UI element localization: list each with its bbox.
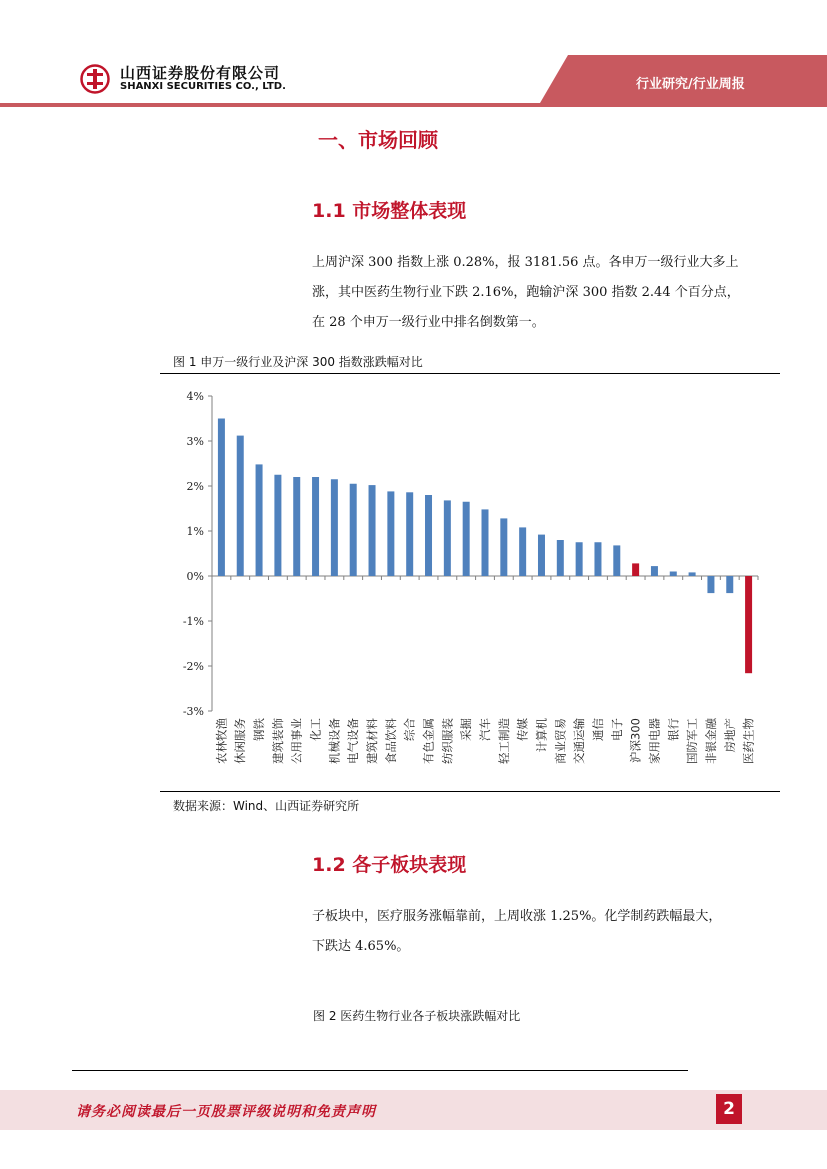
bar: [444, 500, 451, 576]
y-tick-label: 3%: [186, 435, 204, 448]
category-label: 传媒: [515, 718, 530, 741]
category-label: 有色金属: [421, 718, 436, 764]
category-label: 化工: [308, 718, 323, 741]
category-label: 通信: [590, 718, 605, 741]
paragraph-line: 在 28 个申万一级行业中排名倒数第一。: [312, 315, 545, 330]
paragraph-line: 下跌达 4.65%。: [312, 939, 410, 954]
footer-disclaimer: 请务必阅读最后一页股票评级说明和免责声明: [76, 1104, 376, 1120]
category-label: 机械设备: [327, 718, 342, 764]
bar: [557, 540, 564, 576]
section-title: 一、市场回顾: [318, 128, 438, 152]
category-label: 食品饮料: [383, 718, 398, 764]
category-label: 轻工制造: [496, 718, 511, 764]
bar: [482, 509, 489, 576]
figure-1-bottom-rule: [160, 791, 780, 792]
y-tick-label: -3%: [182, 705, 204, 718]
bar: [312, 477, 319, 576]
category-label: 交通运输: [572, 718, 587, 764]
bar: [293, 477, 300, 576]
bar: [538, 535, 545, 576]
y-tick-label: 1%: [186, 525, 204, 538]
bar: [425, 495, 432, 576]
category-label: 农林牧渔: [214, 718, 229, 764]
y-tick-label: -2%: [182, 660, 204, 673]
category-label: 医药生物: [741, 718, 756, 764]
bar: [576, 542, 583, 576]
category-label: 国防军工: [685, 718, 700, 764]
figure-2-caption: 图 2 医药生物行业各子板块涨跌幅对比: [313, 1009, 521, 1023]
category-label: 纺织服装: [440, 718, 455, 764]
paragraph-line: 上周沪深 300 指数上涨 0.28%，报 3181.56 点。各申万一级行业大多上: [312, 255, 739, 270]
company-name-cn: 山西证券股份有限公司: [120, 64, 281, 82]
category-label: 建筑装饰: [270, 718, 285, 764]
bar: [670, 572, 677, 577]
category-label: 综合: [402, 718, 417, 741]
bar: [387, 491, 394, 576]
category-label: 计算机: [534, 718, 549, 753]
bar: [274, 475, 281, 576]
category-label: 房地产: [722, 718, 737, 753]
bar: [256, 464, 263, 576]
bar: [218, 419, 225, 577]
bar: [594, 542, 601, 576]
page-number: 2: [716, 1094, 742, 1124]
category-label: 电气设备: [346, 718, 361, 764]
bar: [350, 484, 357, 576]
bar: [237, 436, 244, 576]
bar: [632, 563, 639, 576]
subsection-title-1-2: 1.2 各子板块表现: [312, 854, 467, 876]
bar: [331, 479, 338, 576]
category-label: 沪深300: [628, 718, 643, 763]
paragraph-subsector: [312, 902, 762, 962]
company-name-en: SHANXI SECURITIES CO., LTD.: [120, 81, 286, 92]
bar: [369, 485, 376, 576]
bar: [651, 566, 658, 576]
bar: [726, 576, 733, 593]
y-tick-label: -1%: [182, 615, 204, 628]
category-label: 钢铁: [252, 718, 267, 741]
category-label: 电子: [609, 718, 624, 741]
paragraph-line: 子板块中，医疗服务涨幅靠前，上周收涨 1.25%。化学制药跌幅最大，: [312, 909, 722, 924]
category-label: 家用电器: [647, 718, 662, 764]
category-label: 商业贸易: [553, 718, 568, 764]
bar: [707, 576, 714, 593]
figure-1-caption: 图 1 申万一级行业及沪深 300 指数涨跌幅对比: [173, 355, 423, 369]
bar: [689, 572, 696, 576]
footer-rule: [72, 1070, 688, 1071]
category-label: 非银金融: [703, 718, 718, 764]
category-label: 采掘: [459, 718, 474, 741]
y-tick-label: 2%: [186, 480, 204, 493]
category-label: 建筑材料: [365, 718, 380, 764]
bar: [613, 545, 620, 576]
paragraph-line: 涨，其中医药生物行业下跌 2.16%，跑输沪深 300 指数 2.44 个百分点，: [312, 285, 740, 300]
category-label: 汽车: [478, 718, 492, 741]
report-type-tag: 行业研究/行业周报: [636, 77, 745, 92]
figure-1-source: 数据来源：Wind、山西证券研究所: [173, 799, 360, 813]
bar: [463, 502, 470, 576]
bar: [406, 492, 413, 576]
y-tick-label: 4%: [186, 390, 204, 403]
y-tick-label: 0%: [186, 570, 204, 583]
category-label: 公用事业: [289, 718, 304, 764]
bar: [519, 527, 526, 576]
category-label: 银行: [666, 718, 681, 741]
bar: [500, 518, 507, 576]
category-label: 休闲服务: [233, 718, 248, 764]
subsection-title-1-1: 1.1 市场整体表现: [312, 200, 467, 222]
bar: [745, 576, 752, 673]
